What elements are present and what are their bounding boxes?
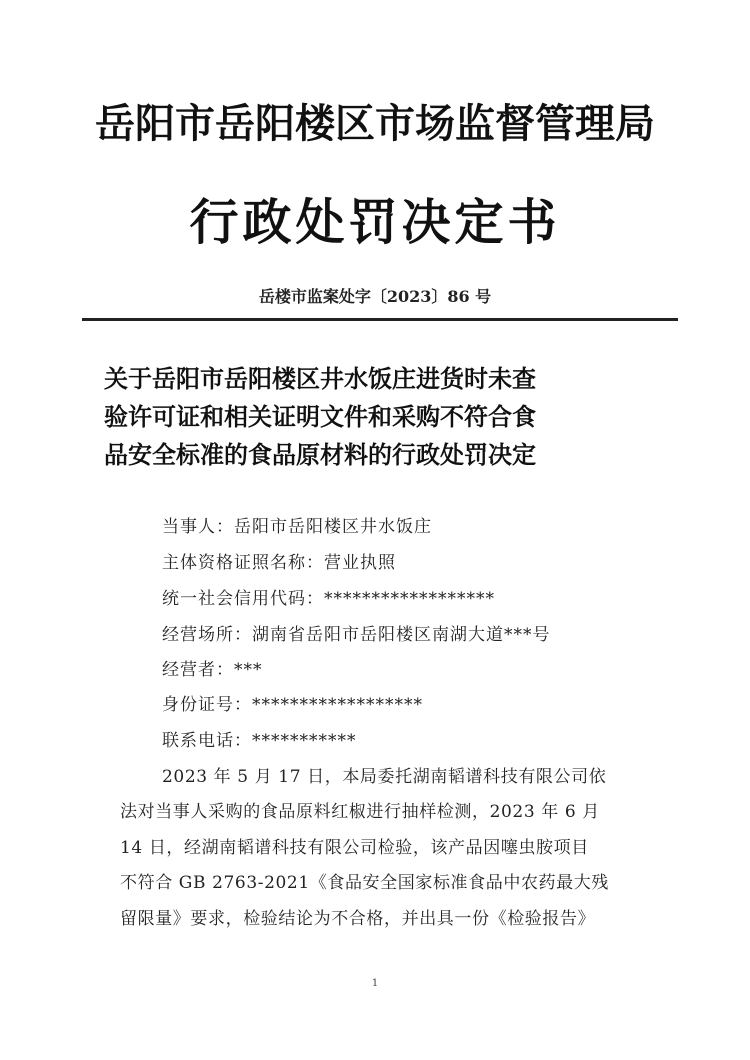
body-paragraph-line: 2023 年 5 月 17 日，本局委托湖南韬谱科技有限公司依 xyxy=(162,767,607,787)
body-paragraph-line: 不符合 GB 2763-2021《食品安全国家标准食品中农药最大残 xyxy=(120,873,609,893)
license-type: 主体资格证照名称：营业执照 xyxy=(162,553,396,573)
decision-title-line: 关于岳阳市岳阳楼区井水饭庄进货时未查 xyxy=(104,365,536,393)
credit-code: 统一社会信用代码：****************** xyxy=(162,589,495,609)
document-type-title: 行政处罚决定书 xyxy=(189,194,561,251)
decision-title-line: 验许可证和相关证明文件和采购不符合食 xyxy=(104,403,536,431)
body-paragraph-line: 法对当事人采购的食品原料红椒进行抽样检测，2023 年 6 月 xyxy=(120,802,600,822)
document-number: 岳楼市监案处字〔2023〕86 号 xyxy=(258,287,492,306)
id-number: 身份证号：****************** xyxy=(162,695,423,715)
body-paragraph-line: 留限量》要求，检验结论为不合格，并出具一份《检验报告》 xyxy=(120,909,596,929)
agency-name: 岳阳市岳阳楼区市场监督管理局 xyxy=(95,101,655,147)
decision-title-line: 品安全标准的食品原材料的行政处罚决定 xyxy=(104,441,536,469)
body-paragraph-line: 14 日，经湖南韬谱科技有限公司检验，该产品因噻虫胺项目 xyxy=(120,838,589,858)
contact-phone: 联系电话：*********** xyxy=(162,731,357,751)
business-address: 经营场所：湖南省岳阳市岳阳楼区南湖大道***号 xyxy=(162,625,551,645)
decision-title xyxy=(104,360,656,474)
operator: 经营者：*** xyxy=(162,660,263,680)
page-number: 1 xyxy=(371,978,379,989)
party-name: 当事人：岳阳市岳阳楼区井水饭庄 xyxy=(162,517,432,537)
header-divider xyxy=(82,318,678,321)
